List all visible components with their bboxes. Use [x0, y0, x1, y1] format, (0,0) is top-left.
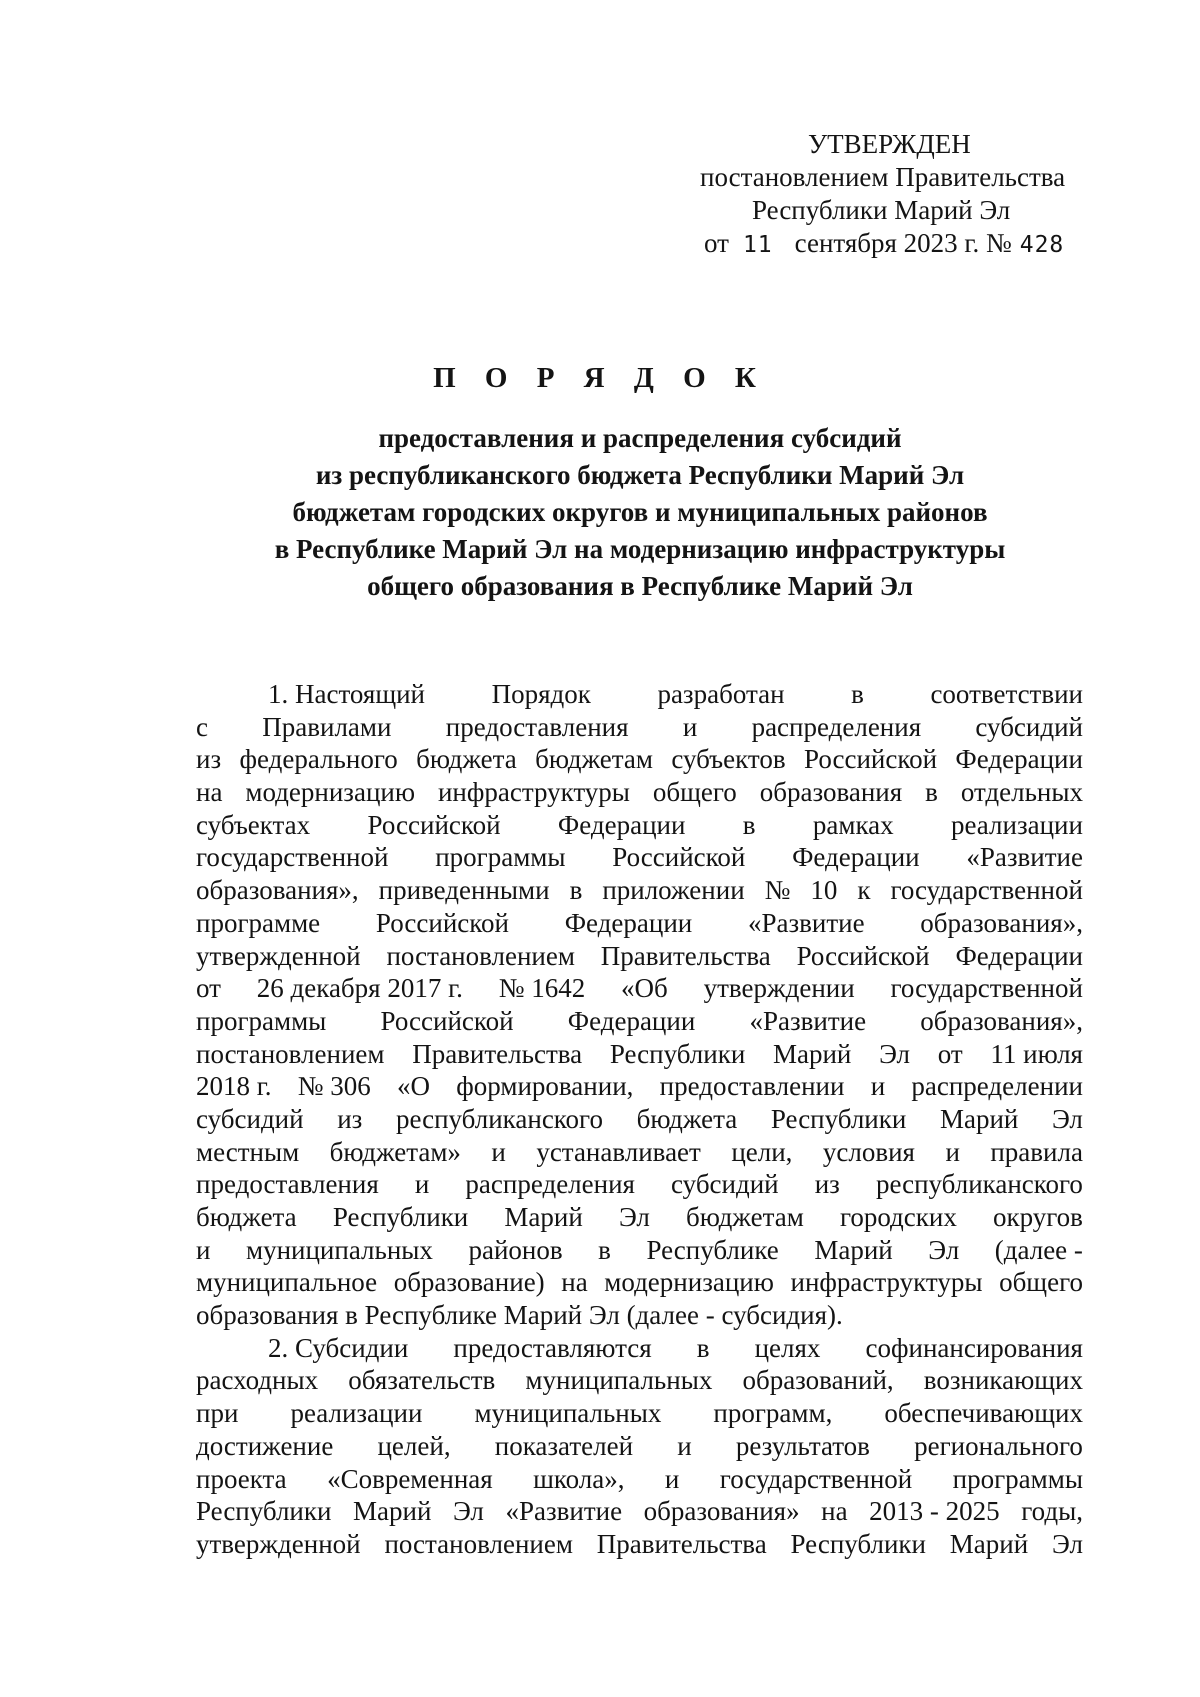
body-word: субъектах: [196, 809, 311, 840]
body-line: [196, 1038, 1083, 1071]
body-word: постановлением: [196, 1038, 385, 1069]
body-word: Марий: [504, 1202, 583, 1232]
body-word: субсидий: [975, 711, 1083, 742]
body-word: 10: [810, 875, 838, 906]
body-word: предоставлении: [659, 1071, 845, 1102]
body-word: соответствии: [930, 679, 1083, 709]
body-word: 2018 г.: [196, 1071, 272, 1102]
body-word: и: [664, 1463, 680, 1494]
body-word: Правилами: [262, 711, 392, 742]
body-word: Российской: [803, 744, 938, 775]
body-word: из: [814, 1169, 840, 1200]
body-word: обеспечивающих: [884, 1398, 1083, 1429]
approval-word: УТВЕРЖДЕН: [808, 129, 971, 159]
body-line: [196, 1266, 1083, 1299]
body-word: в: [569, 875, 583, 906]
body-word: районов: [468, 1234, 563, 1265]
body-line: [196, 776, 1083, 809]
body-word: и: [945, 1136, 960, 1167]
subtitle-line: предоставления и распределения субсидий: [378, 423, 902, 453]
body-word: от: [937, 1038, 963, 1069]
body-word: муниципальное: [196, 1267, 378, 1298]
body-word: Эл: [879, 1038, 911, 1069]
body-word: на: [561, 1267, 588, 1298]
body-word: Федерации: [564, 907, 693, 938]
body-word: субсидий: [671, 1169, 779, 1200]
body-word: округов: [993, 1202, 1083, 1232]
body-word: Федерации: [557, 809, 686, 840]
body-word: (далее -: [994, 1234, 1083, 1265]
body-word: программы: [952, 1463, 1083, 1494]
body-line: [196, 1299, 1083, 1332]
body-line: [196, 841, 1083, 874]
body-word: реализации: [290, 1398, 423, 1429]
body-word: бюджета: [196, 1202, 297, 1232]
body-word: Эл: [452, 1496, 484, 1527]
subtitle-line: общего образования в Республике Марий Эл: [367, 571, 913, 601]
body-word: 2013 - 2025: [869, 1496, 1000, 1527]
body-word: Эл: [1052, 1528, 1083, 1559]
body-word: государственной: [719, 1463, 913, 1494]
body-word: «Развитие: [747, 907, 865, 938]
body-word: и: [677, 1430, 692, 1461]
body-word: Марий: [353, 1496, 432, 1527]
body-word: Федерации: [567, 1005, 696, 1036]
body-word: программ,: [713, 1398, 833, 1429]
body-word: результатов: [735, 1430, 870, 1461]
body-word: Республики: [770, 1103, 907, 1134]
body-word: целей,: [377, 1430, 451, 1461]
body-word: Российской: [612, 842, 746, 873]
body-line: [196, 743, 1083, 776]
body-line: [196, 1397, 1083, 1430]
body-word: Российской: [375, 907, 509, 938]
body-word: бюджетам: [686, 1202, 804, 1232]
body-word: Российской: [380, 1005, 514, 1036]
body-word: распределения: [751, 711, 922, 742]
body-line: [196, 1332, 1083, 1365]
body-word: разработан: [657, 679, 785, 709]
body-line: [196, 1495, 1083, 1528]
body-word: модернизацию: [245, 777, 416, 808]
body-word: школа»,: [533, 1463, 625, 1494]
body-word: муниципальных: [246, 1234, 433, 1265]
body-word: Порядок: [491, 679, 591, 709]
body-word: Марий: [772, 1038, 852, 1069]
body-word: и: [196, 1234, 211, 1265]
body-word: в: [742, 809, 756, 840]
body-word: расходных: [196, 1365, 319, 1396]
body-line: [196, 1103, 1083, 1136]
body-word: республиканского: [875, 1169, 1083, 1200]
body-word: в: [696, 1332, 710, 1363]
approval-of: Республики Марий Эл: [752, 195, 1011, 225]
body-word: образования в Республике Марий Эл (далее - субсидия).: [196, 1300, 843, 1331]
body-word: предоставляются: [453, 1332, 652, 1363]
body-line: [196, 711, 1083, 744]
body-word: 26 декабря 2017 г.: [256, 973, 463, 1004]
body-word: 11 июля: [990, 1038, 1083, 1069]
body-word: государственной: [890, 973, 1083, 1004]
body-word: общего: [652, 777, 737, 808]
body-word: Правительства: [412, 1038, 583, 1069]
body-word: и: [682, 711, 698, 742]
body-word: «Об: [621, 973, 668, 1004]
body-word: образований,: [742, 1365, 894, 1396]
body-word: распределении: [911, 1071, 1083, 1102]
body-word: муниципальных: [474, 1398, 662, 1429]
body-line: [196, 1430, 1083, 1463]
body-word: к: [857, 875, 871, 906]
body-word: предоставления: [196, 1169, 379, 1200]
body-word: образование): [393, 1267, 545, 1298]
body-word: инфраструктуры: [790, 1267, 983, 1298]
body-word: годы,: [1021, 1496, 1083, 1527]
body-word: № 306: [297, 1071, 371, 1102]
body-line: [196, 1070, 1083, 1103]
body-word: муниципальных: [525, 1365, 713, 1396]
body-line: [196, 1136, 1083, 1169]
body-word: программы: [435, 842, 566, 873]
body-word: Республике: [646, 1234, 779, 1265]
body-line: [196, 1234, 1083, 1267]
body-word: постановлением: [386, 940, 575, 971]
body-word: республиканского: [395, 1103, 603, 1134]
body-line: [196, 678, 1083, 711]
body-line: [196, 1364, 1083, 1397]
body-word: образования»,: [196, 875, 359, 906]
body-line: [196, 907, 1083, 940]
body-word: условия: [822, 1136, 915, 1167]
body-word: бюджета: [416, 744, 517, 775]
body-word: Республики: [196, 1496, 332, 1527]
approval-stamp: [700, 128, 1100, 262]
body-word: на: [196, 777, 223, 808]
approval-month-year: сентября 2023 г. №: [794, 228, 1012, 258]
body-word: устанавливает: [536, 1136, 701, 1167]
body-word: «Развитие: [966, 842, 1083, 873]
body-line: [196, 1463, 1083, 1496]
body-word: бюджетам: [535, 744, 653, 775]
body-word: городских: [839, 1202, 957, 1232]
body-word: приложении: [602, 875, 745, 906]
body-word: 2. Субсидии: [268, 1332, 409, 1363]
document-subtitle: [190, 420, 1090, 605]
body-word: достижение: [196, 1430, 334, 1461]
body-word: в: [598, 1234, 611, 1265]
body-word: обязательств: [348, 1365, 496, 1396]
subtitle-line: бюджетам городских округов и муниципальных районов: [292, 497, 988, 527]
body-word: целях: [754, 1332, 821, 1363]
body-word: «Развитие: [749, 1005, 867, 1036]
body-word: из: [196, 744, 222, 775]
body-word: Эл: [618, 1202, 650, 1232]
body-word: утверждении: [703, 973, 855, 1004]
body-word: Российской: [796, 940, 930, 971]
body-word: общего: [999, 1267, 1083, 1298]
body-word: Марий: [949, 1528, 1029, 1559]
body-word: Марий: [814, 1234, 893, 1265]
body-word: программы: [196, 1005, 327, 1036]
body-word: Республики: [609, 1038, 746, 1069]
body-word: на: [821, 1496, 848, 1527]
body-word: и: [414, 1169, 430, 1200]
body-word: проекта: [196, 1463, 287, 1494]
body-word: Федерации: [955, 940, 1083, 971]
body-word: №: [764, 875, 791, 906]
body-word: Марий: [939, 1103, 1019, 1134]
body-word: отдельных: [960, 777, 1083, 808]
body-word: реализации: [950, 809, 1083, 840]
body-word: при: [196, 1398, 239, 1429]
body-word: «Развитие: [505, 1496, 623, 1527]
body-word: приведенными: [378, 875, 550, 906]
body-word: 1. Настоящий: [268, 679, 426, 709]
body-word: софинансирования: [865, 1332, 1083, 1363]
body-word: в: [851, 679, 864, 709]
body-word: Эл: [1051, 1103, 1083, 1134]
document-title: П О Р Я Д О К: [433, 362, 767, 394]
body-word: № 1642: [498, 973, 586, 1004]
body-line: [196, 1201, 1083, 1234]
body-word: образования»,: [920, 907, 1083, 938]
body-word: субсидий: [196, 1103, 304, 1134]
body-line: [196, 940, 1083, 973]
approval-date-prefix: от: [704, 228, 729, 258]
body-word: «О: [397, 1071, 431, 1102]
body-word: из: [337, 1103, 363, 1134]
body-word: распределения: [465, 1169, 635, 1200]
body-word: утвержденной: [196, 940, 361, 971]
body-word: образования: [759, 777, 903, 808]
body-word: государственной: [890, 875, 1083, 906]
body-word: местным: [196, 1136, 300, 1167]
body-line: [196, 972, 1083, 1005]
body-word: формировании,: [456, 1071, 634, 1102]
approval-date-line: [700, 227, 1100, 262]
body-word: возникающих: [923, 1365, 1083, 1396]
body-word: постановлением: [384, 1528, 573, 1559]
body-line: [196, 1528, 1083, 1561]
body-word: федерального: [239, 744, 398, 775]
body-word: с: [196, 711, 208, 742]
body-word: модернизацию: [604, 1267, 774, 1298]
body-word: образования»: [643, 1496, 800, 1527]
body-word: Республики: [790, 1528, 926, 1559]
body-line: [196, 1168, 1083, 1201]
approval-day: 11: [742, 232, 773, 258]
body-word: Республики: [332, 1202, 469, 1232]
body-word: субъектов: [671, 744, 786, 775]
body-word: образования»,: [920, 1005, 1083, 1036]
body-word: показателей: [494, 1430, 634, 1461]
body-word: Федерации: [955, 744, 1083, 775]
body-word: и: [870, 1071, 886, 1102]
body-word: Правительства: [600, 940, 771, 971]
body-line: [196, 809, 1083, 842]
body-line: [196, 1005, 1083, 1038]
body-word: правила: [990, 1136, 1083, 1167]
body-word: бюджетам»: [329, 1136, 461, 1167]
body-word: программе: [196, 907, 321, 938]
body-word: Эл: [928, 1234, 960, 1265]
body-word: предоставления: [445, 711, 629, 742]
body-word: регионального: [914, 1430, 1083, 1461]
body-word: и: [491, 1136, 506, 1167]
body-word: бюджета: [636, 1103, 738, 1134]
subtitle-line: из республиканского бюджета Республики Марий Эл: [315, 460, 965, 490]
approval-by: постановлением Правительства: [700, 162, 1066, 192]
body-word: от: [196, 973, 221, 1004]
subtitle-line: в Республике Марий Эл на модернизацию инфраструктуры: [274, 534, 1006, 564]
body-word: в: [925, 777, 938, 808]
body-word: рамках: [812, 809, 894, 840]
document-body: [196, 678, 1083, 1561]
body-word: утвержденной: [196, 1528, 361, 1559]
body-word: Правительства: [596, 1528, 767, 1559]
body-word: «Современная: [327, 1463, 493, 1494]
body-word: цели,: [731, 1136, 793, 1167]
body-word: Российской: [367, 809, 501, 840]
body-word: государственной: [196, 842, 389, 873]
body-word: инфраструктуры: [437, 777, 630, 808]
body-line: [196, 874, 1083, 907]
approval-number: 428: [1019, 232, 1065, 258]
body-word: Федерации: [792, 842, 920, 873]
